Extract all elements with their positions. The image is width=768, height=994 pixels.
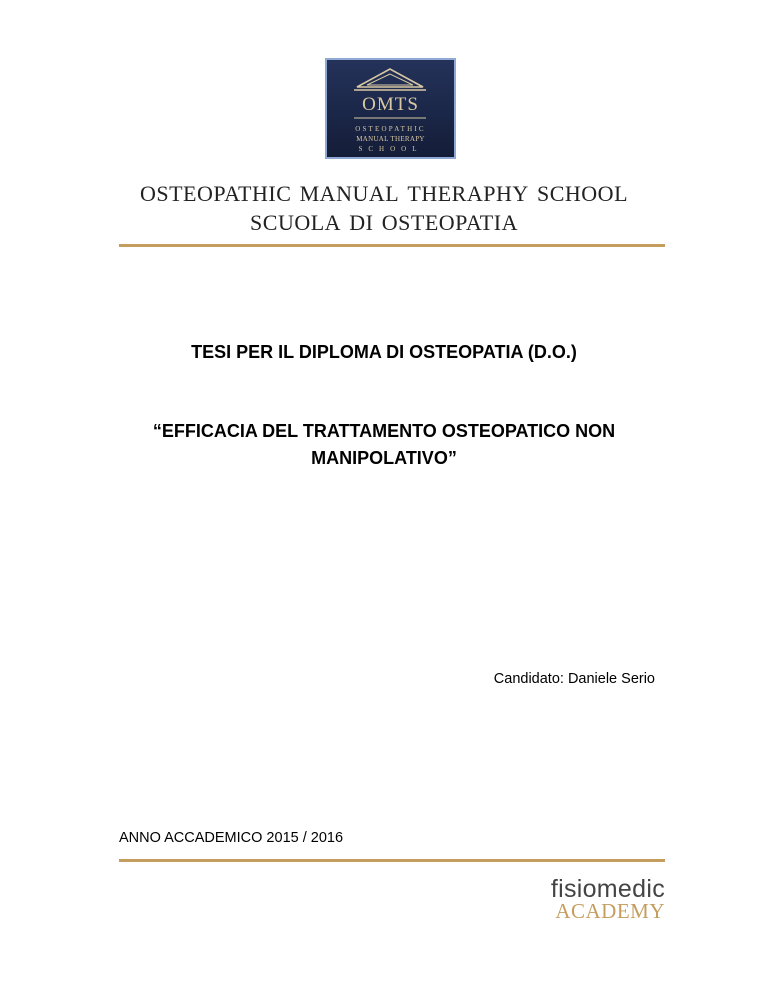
- footer-divider: [119, 859, 665, 862]
- school-name: osteopathic manual theraphy school: [139, 173, 629, 208]
- logo-line-school: SCHOOL: [358, 145, 423, 153]
- school-subtitle: scuola di osteopatia: [250, 202, 518, 237]
- diploma-heading: TESI PER IL DIPLOMA DI OSTEOPATIA (D.O.): [191, 342, 577, 362]
- fisiomedic-wordmark: fisiomedic: [550, 875, 665, 903]
- logo-abbreviation: OMTS: [362, 94, 419, 115]
- header-divider: [119, 244, 665, 247]
- academy-wordmark: ACADEMY: [555, 899, 665, 923]
- thesis-title: [0, 418, 768, 472]
- academic-year: ANNO ACCADEMICO 2015 / 2016: [119, 830, 344, 846]
- logo-line-manual-therapy: MANUAL THERAPY: [356, 135, 425, 143]
- fisiomedic-academy-logo: [551, 877, 665, 922]
- omts-logo: [325, 58, 456, 159]
- thesis-title-line-2: MANIPOLATIVO”: [311, 448, 457, 468]
- thesis-title-line-1: “EFFICACIA DEL TRATTAMENTO OSTEOPATICO NON: [152, 421, 616, 441]
- candidate-name: Candidato: Daniele Serio: [493, 671, 655, 687]
- logo-line-osteopathic: OSTEOPATHIC: [355, 125, 426, 133]
